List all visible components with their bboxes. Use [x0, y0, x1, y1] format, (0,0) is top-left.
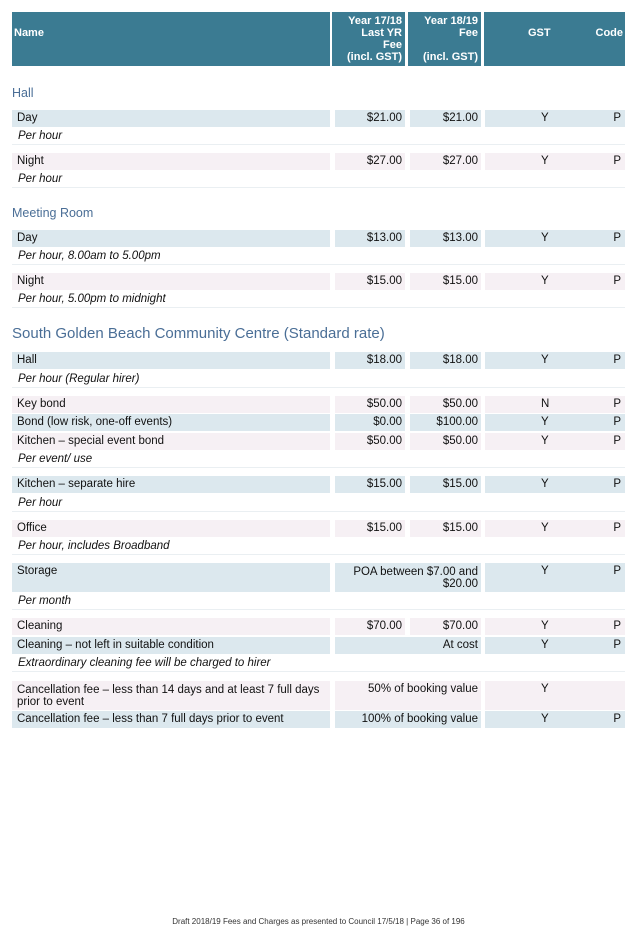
- row-fee-1718: $21.00: [335, 110, 405, 127]
- row-gst-code: [485, 681, 625, 710]
- row-note: Per hour: [12, 171, 625, 188]
- row-gst: Y: [541, 416, 549, 428]
- row-gst: Y: [541, 275, 549, 287]
- row-gst: Y: [541, 620, 549, 632]
- header-gst: GST: [528, 27, 551, 39]
- header-1718-line1: Year 17/18: [348, 15, 402, 27]
- table-row: [12, 563, 625, 592]
- row-name: Office: [12, 520, 330, 537]
- row-fee-combined: POA between $7.00 and $20.00: [335, 563, 481, 592]
- row-code: P: [613, 275, 621, 287]
- header-name-label: Name: [14, 27, 44, 39]
- row-note: Per hour: [12, 128, 625, 145]
- row-name: Night: [12, 153, 330, 170]
- row-gst: Y: [541, 232, 549, 244]
- row-gst: Y: [541, 112, 549, 124]
- row-code: P: [613, 354, 621, 366]
- row-note: Per month: [12, 593, 625, 610]
- header-1819-line4: (incl. GST): [423, 51, 478, 63]
- row-gst: N: [541, 398, 550, 410]
- row-code: P: [613, 620, 621, 632]
- row-gst-code: [485, 153, 625, 170]
- row-gst: Y: [541, 565, 549, 577]
- row-name: Key bond: [12, 396, 330, 413]
- row-code: P: [613, 155, 621, 167]
- header-year-1819: [408, 12, 481, 66]
- row-code: P: [613, 713, 621, 725]
- row-note: Per hour, 8.00am to 5.00pm: [12, 248, 625, 265]
- row-gst: Y: [541, 639, 549, 651]
- row-code: P: [613, 416, 621, 428]
- row-gst-code: [485, 637, 625, 654]
- row-gst-code: [485, 520, 625, 537]
- table-header: [12, 12, 625, 68]
- row-gst: Y: [541, 435, 549, 447]
- header-year-1718: [332, 12, 405, 66]
- row-fee-1718: $13.00: [335, 230, 405, 247]
- row-fee-1819: $50.00: [410, 433, 481, 450]
- row-name: Storage: [12, 563, 330, 592]
- row-name: Cancellation fee – less than 14 days and at least 7 full days prior to event: [12, 681, 330, 710]
- header-1718-line4: (incl. GST): [347, 51, 402, 63]
- header-1718-line3: Fee: [383, 39, 402, 51]
- row-fee-1718: $18.00: [335, 352, 405, 369]
- table-row: [12, 637, 625, 654]
- row-fee-1819: $18.00: [410, 352, 481, 369]
- row-code: P: [613, 112, 621, 124]
- section-hall: Hall: [12, 86, 34, 100]
- row-gst-code: [485, 414, 625, 431]
- row-fee-1718: $15.00: [335, 273, 405, 290]
- row-name: Kitchen – special event bond: [12, 433, 330, 450]
- row-name: Cleaning – not left in suitable condition: [12, 637, 330, 654]
- section-meeting-room: Meeting Room: [12, 206, 94, 220]
- row-fee-1718: $15.00: [335, 476, 405, 493]
- row-gst: Y: [541, 683, 549, 695]
- page-footer: Draft 2018/19 Fees and Charges as presented to Council 17/5/18 | Page 36 of 196: [172, 917, 465, 926]
- row-fee-1819: $15.00: [410, 476, 481, 493]
- table-row: [12, 414, 625, 431]
- row-gst-code: [485, 618, 625, 635]
- row-fee-1819: $70.00: [410, 618, 481, 635]
- row-gst: Y: [541, 155, 549, 167]
- row-fee-1819: $15.00: [410, 520, 481, 537]
- row-fee-1718: $50.00: [335, 433, 405, 450]
- row-fee-combined: At cost: [335, 637, 481, 654]
- row-name: Kitchen – separate hire: [12, 476, 330, 493]
- row-name: Cancellation fee – less than 7 full days prior to event: [12, 711, 330, 728]
- row-gst: Y: [541, 713, 549, 725]
- header-gst-code: [484, 12, 625, 66]
- row-gst: Y: [541, 478, 549, 490]
- row-name: Day: [12, 230, 330, 247]
- row-fee-1718: $0.00: [335, 414, 405, 431]
- row-fee-combined: 100% of booking value: [335, 711, 481, 728]
- row-gst-code: [485, 563, 625, 592]
- row-fee-1819: $21.00: [410, 110, 481, 127]
- row-code: P: [613, 565, 621, 577]
- row-code: P: [613, 435, 621, 447]
- row-name: Bond (low risk, one-off events): [12, 414, 330, 431]
- table-row: [12, 352, 625, 369]
- row-fee-1819: $50.00: [410, 396, 481, 413]
- row-fee-1718: $27.00: [335, 153, 405, 170]
- row-gst-code: [485, 433, 625, 450]
- table-row: [12, 230, 625, 247]
- row-fee-1718: $50.00: [335, 396, 405, 413]
- row-fee-1718: $70.00: [335, 618, 405, 635]
- table-row: [12, 476, 625, 493]
- table-row: [12, 396, 625, 413]
- section-south-golden-beach: South Golden Beach Community Centre (Standard rate): [12, 325, 385, 342]
- table-row: [12, 433, 625, 450]
- row-gst-code: [485, 110, 625, 127]
- row-note: Per hour (Regular hirer): [12, 371, 625, 388]
- row-gst: Y: [541, 522, 549, 534]
- row-name: Cleaning: [12, 618, 330, 635]
- header-name: [12, 12, 330, 66]
- row-gst-code: [485, 476, 625, 493]
- row-name: Day: [12, 110, 330, 127]
- header-1718-line2: Last YR: [361, 27, 402, 39]
- table-row: [12, 110, 625, 127]
- row-code: P: [613, 232, 621, 244]
- row-fee-1819: $13.00: [410, 230, 481, 247]
- header-code: Code: [595, 27, 623, 39]
- row-fee-1718: $15.00: [335, 520, 405, 537]
- table-row: [12, 273, 625, 290]
- row-code: P: [613, 522, 621, 534]
- row-fee-1819: $100.00: [410, 414, 481, 431]
- row-note: Per hour: [12, 495, 625, 512]
- header-1819-line2: Fee: [459, 27, 478, 39]
- row-gst-code: [485, 273, 625, 290]
- row-code: P: [613, 639, 621, 651]
- row-fee-1819: $27.00: [410, 153, 481, 170]
- row-code: P: [613, 478, 621, 490]
- table-row: [12, 681, 625, 710]
- row-gst: Y: [541, 354, 549, 366]
- table-row: [12, 153, 625, 170]
- row-name: Night: [12, 273, 330, 290]
- row-fee-1819: $15.00: [410, 273, 481, 290]
- row-note: Per hour, includes Broadband: [12, 538, 625, 555]
- row-gst-code: [485, 396, 625, 413]
- table-row: [12, 520, 625, 537]
- header-1819-line1: Year 18/19: [424, 15, 478, 27]
- row-code: P: [613, 398, 621, 410]
- table-row: [12, 711, 625, 728]
- row-note: Per event/ use: [12, 451, 625, 468]
- row-name: Hall: [12, 352, 330, 369]
- row-note: Per hour, 5.00pm to midnight: [12, 291, 625, 308]
- row-gst-code: [485, 352, 625, 369]
- row-fee-combined: 50% of booking value: [335, 681, 481, 710]
- row-note: Extraordinary cleaning fee will be charged to hirer: [12, 655, 625, 672]
- row-gst-code: [485, 711, 625, 728]
- row-gst-code: [485, 230, 625, 247]
- table-row: [12, 618, 625, 635]
